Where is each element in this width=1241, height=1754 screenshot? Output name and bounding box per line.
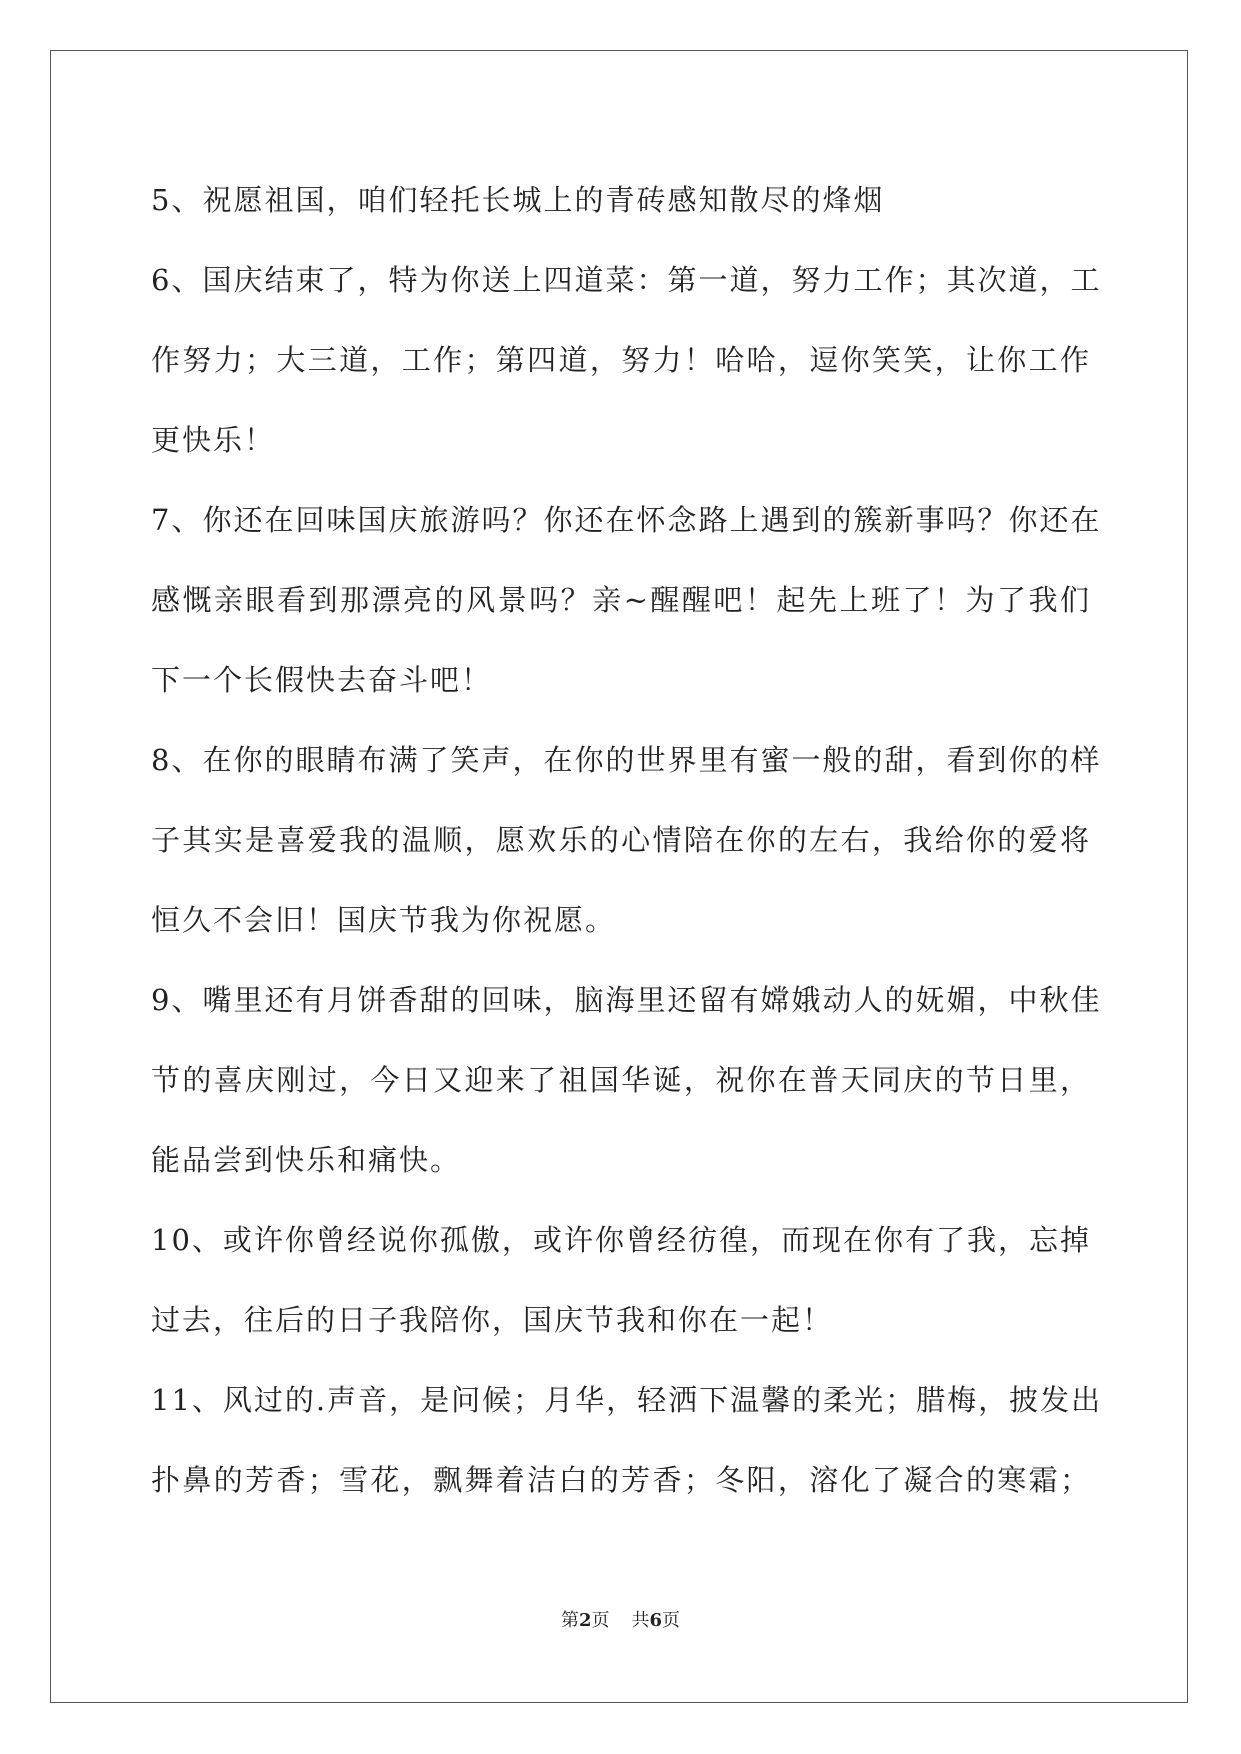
text-line: 10、或许你曾经说你孤傲，或许你曾经彷徨，而现在你有了我，忘掉 <box>151 1223 1091 1257</box>
text-line: 扑鼻的芳香；雪花，飘舞着洁白的芳香；冬阳，溶化了凝合的寒霜； <box>151 1463 1091 1497</box>
text-line: 8、在你的眼睛布满了笑声，在你的世界里有蜜一般的甜，看到你的样 <box>151 743 1102 777</box>
text-line: 感慨亲眼看到那漂亮的风景吗？亲~醒醒吧！起先上班了！为了我们 <box>151 583 1091 617</box>
current-page-number: 2 <box>578 1610 592 1631</box>
paragraph-5 <box>151 160 1091 240</box>
paragraph-10 <box>151 1200 1091 1360</box>
document-body <box>151 160 1103 1520</box>
total-pages-prefix: 共 <box>631 1610 650 1631</box>
paragraph-9 <box>151 960 1102 1200</box>
text-line: 5、祝愿祖国，咱们轻托长城上的青砖感知散尽的烽烟 <box>151 183 885 217</box>
text-line: 下一个长假快去奋斗吧！ <box>151 663 493 697</box>
paragraph-8 <box>151 720 1102 960</box>
text-line: 作努力；大三道，工作；第四道，努力！哈哈，逗你笑笑，让你工作 <box>151 343 1091 377</box>
page-number-prefix: 第 <box>560 1610 579 1631</box>
text-line: 能品尝到快乐和痛快。 <box>151 1143 462 1177</box>
text-line: 恒久不会旧！国庆节我为你祝愿。 <box>151 903 617 937</box>
text-line: 11、风过的.声音，是问候；月华，轻洒下温馨的柔光；腊梅，披发出 <box>151 1383 1103 1417</box>
text-line: 过去，往后的日子我陪你，国庆节我和你在一起！ <box>151 1303 834 1337</box>
paragraph-7 <box>151 480 1102 720</box>
paragraph-11 <box>151 1360 1103 1520</box>
text-line: 子其实是喜爱我的温顺，愿欢乐的心情陪在你的左右，我给你的爱将 <box>151 823 1091 857</box>
total-pages-suffix: 页 <box>662 1610 681 1631</box>
text-line: 6、国庆结束了，特为你送上四道菜：第一道，努力工作；其次道，工 <box>151 263 1102 297</box>
text-line: 9、嘴里还有月饼香甜的回味，脑海里还留有嫦娥动人的妩媚，中秋佳 <box>151 983 1102 1017</box>
page-footer <box>0 1606 1241 1632</box>
text-line: 节的喜庆刚过，今日又迎来了祖国华诞，祝你在普天同庆的节日里， <box>151 1063 1091 1097</box>
paragraph-6 <box>151 240 1102 480</box>
text-line: 7、你还在回味国庆旅游吗？你还在怀念路上遇到的簇新事吗？你还在 <box>151 503 1102 537</box>
text-line: 更快乐！ <box>151 423 276 457</box>
page-number-suffix: 页 <box>591 1610 610 1631</box>
total-page-count: 6 <box>649 1610 663 1631</box>
